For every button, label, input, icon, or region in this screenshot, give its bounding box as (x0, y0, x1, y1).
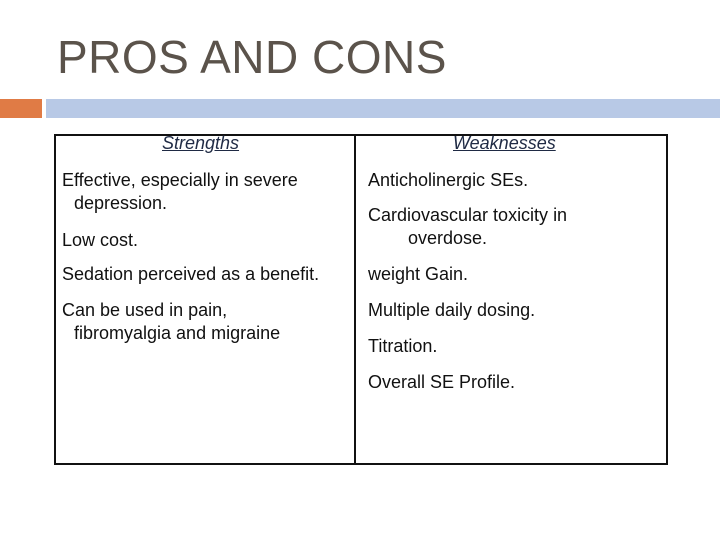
strength-item (62, 169, 298, 215)
weakness-line: Multiple daily dosing. (368, 300, 536, 320)
strength-line: Sedation perceived as a benefit. (62, 264, 320, 284)
weakness-line: Cardiovascular toxicity in (368, 205, 568, 225)
strength-line: Can be used in pain, (62, 300, 228, 320)
weakness-item (368, 299, 535, 322)
slide-title: PROS AND CONS (57, 31, 447, 83)
weakness-item (368, 169, 528, 192)
strength-item (62, 263, 319, 286)
column-divider (354, 136, 356, 463)
weakness-line: Overall SE Profile. (368, 372, 516, 392)
strength-line-continued: depression. (74, 193, 168, 213)
strength-item (62, 299, 280, 345)
strength-line: Low cost. (62, 230, 139, 250)
weaknesses-header: Weaknesses (453, 133, 556, 153)
weakness-line: weight Gain. (368, 264, 469, 284)
strength-line: Effective, especially in severe (62, 170, 298, 190)
weakness-line: Anticholinergic SEs. (368, 170, 529, 190)
strength-item (62, 229, 138, 252)
weakness-item (368, 371, 515, 394)
accent-bar-blue (46, 99, 720, 118)
weakness-item (368, 335, 437, 358)
pros-cons-table (54, 134, 668, 465)
accent-bar-orange (0, 99, 42, 118)
weakness-line-continued: overdose. (408, 228, 488, 248)
weakness-item (368, 263, 468, 286)
strength-line-continued: fibromyalgia and migraine (74, 323, 281, 343)
weakness-line: Titration. (368, 336, 438, 356)
weakness-item (368, 204, 567, 250)
strengths-header: Strengths (162, 133, 240, 153)
